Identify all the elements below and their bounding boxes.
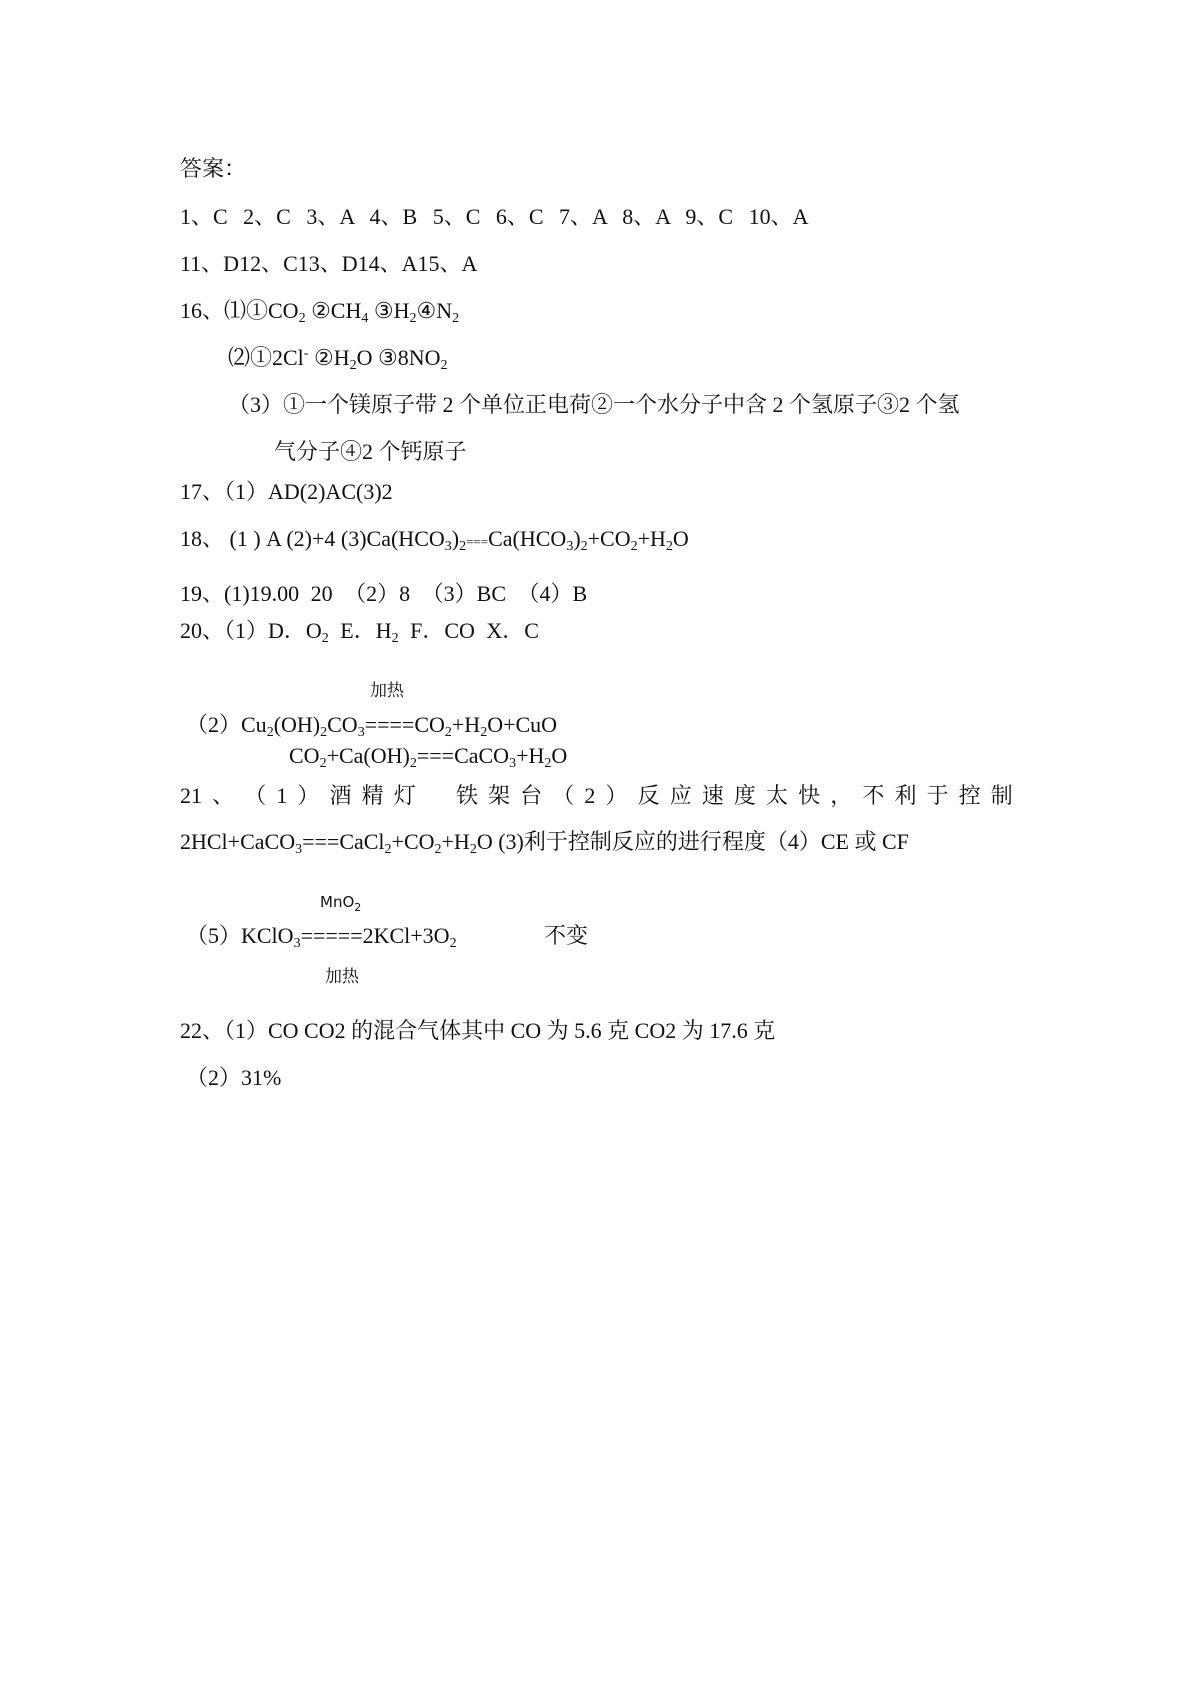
q21-equation: $(5)KClO_3=====2KCl+3O_2$ xyxy=(186,923,457,951)
q21-line2: $2HCl+CaCO_3===CaCl_2+CO_2+H_2O$ (3)利于控制反应的进行程度（4）CE 或 CF xyxy=(180,829,909,857)
answers-1-10: 1、C 2、C 3、A 4、B 5、C 6、C 7、A 8、A 9、C 10、A xyxy=(180,204,809,229)
q20-equation-2: $CO_2+Ca(OH)_2===CaCO_3+H_2O$ xyxy=(289,743,568,771)
q20-part1: 20、（1）D．$O_2$ E．$H_2$ F．CO X．C xyxy=(180,618,539,646)
answers-11-15: 11、D12、C13、D14、A15、A xyxy=(180,251,478,276)
q20-heat-condition: 加热 xyxy=(370,681,404,700)
q18-answer: 18、 (1 ) A (2)+4 $(3)Ca(HCO_3)_2===Ca(HCO_3)_2+CO_2+H_2O$ xyxy=(180,526,689,554)
q16-part2: ⑵①2Cl- $②H_2O$ $③8NO_2$ xyxy=(228,345,448,373)
q22-part1: 22、（1）CO CO2 的混合气体其中 CO 为 5.6 克 CO2 为 17.6 克 xyxy=(180,1018,776,1043)
q16-part3-line1: （3）①一个镁原子带 2 个单位正电荷②一个水分子中含 2 个氢原子③2 个氢 xyxy=(228,392,960,417)
q17-answer: 17、（1）AD(2)AC(3)2 xyxy=(180,479,393,504)
page-title: 答案： xyxy=(180,156,247,181)
q20-equation-1: $(2)Cu_2(OH)_2CO_3====CO_2+H_2O+CuO$ xyxy=(186,712,558,740)
q19-answer: 19、(1)19.00 20 （2）8 （3）BC （4）B xyxy=(180,581,588,606)
q21-catalyst-label: MnO$_2$ xyxy=(320,893,362,914)
q21-heat-condition: 加热 xyxy=(325,967,359,986)
q21-unchanged: 不变 xyxy=(544,923,589,948)
q16-part1: 16、$⑴①CO_2$ $②CH_4$ $③H_2④N_2$ xyxy=(180,298,460,326)
q21-line1: 21 、 （ 1 ） 酒 精 灯 铁 架 台 （ 2 ） 反 应 速 度 太 快 ， 不 利 于 控 制 xyxy=(180,783,1013,808)
q22-part2: （2）31% xyxy=(186,1065,282,1090)
q16-part3-line2: 气分子④2 个钙原子 xyxy=(274,439,467,464)
